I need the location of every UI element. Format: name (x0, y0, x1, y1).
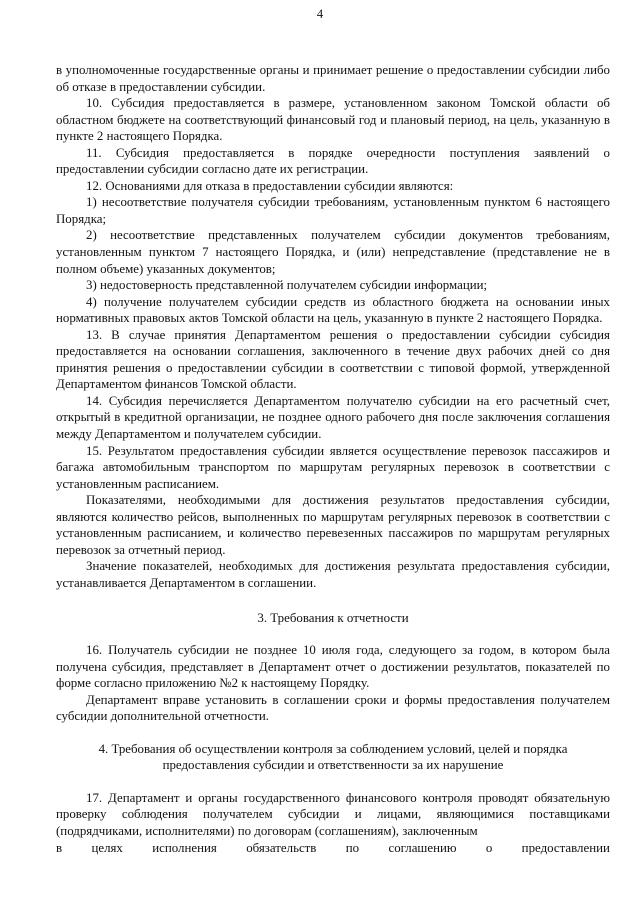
paragraph-17: 17. Департамент и органы государственного финансового контроля проводят обязательную проверку соблюдения получателем субсидии и лицами, являющимися поставщиками (подрядчиками, исполнителями) по договорам (соглашениям), заключенным (56, 790, 610, 838)
section-4-title-line-1: 4. Требования об осуществлении контроля за соблюдением условий, целей и порядка (98, 741, 568, 756)
paragraph-12: 12. Основаниями для отказа в предоставлении субсидии являются: (86, 178, 454, 193)
paragraph-12-item-4: 4) получение получателем субсидии средств из областного бюджета на основании иных нормативных правовых актов Томской области на цель, указанную в пункте 2 настоящего Порядка. (56, 294, 610, 326)
last-line-word: о (485, 840, 493, 855)
paragraph-continuation: в уполномоченные государственные органы и принимает решение о предоставлении субсидии либо об отказе в предоставлении субсидии. (56, 63, 610, 94)
paragraph-13: 13. В случае принятия Департаментом решения о предоставлении субсидии субсидия предоставляется на основании соглашения, заключенного в течение двух рабочих дней со дня принятия решения о предоставлении субсидии в соответствии с типовой формой, утвержденной Департаментом финансов Томской области. (56, 327, 610, 392)
last-line-word: обязательств (246, 840, 317, 855)
last-line-word: соглашению (388, 840, 457, 855)
paragraph-10: 10. Субсидия предоставляется в размере, установленном законом Томской области об областном бюджете на соответствующий финансовый год и плановый период, на цель, указанную в пункте 2 настоящего Порядка. (56, 96, 610, 144)
paragraph-indicator-values: Значение показателей, необходимых для достижения результата предоставления субсидии, устанавливается Департаментом в соглашении. (56, 559, 610, 590)
document-body (56, 62, 610, 856)
paragraph-11: 11. Субсидия предоставляется в порядке очередности поступления заявлений о предоставлении субсидии согласно дате их регистрации. (56, 145, 610, 177)
paragraph-17-last-line (56, 840, 610, 857)
paragraph-12-item-3: 3) недостоверность представленной получателем субсидии информации; (86, 278, 488, 293)
last-line-word: предоставлении (521, 840, 610, 855)
section-4-title (56, 741, 610, 774)
page-number: 4 (316, 7, 324, 21)
paragraph-additional-reporting: Департамент вправе установить в соглашении сроки и формы предоставления получателем субсидии дополнительной отчетности. (56, 692, 610, 724)
last-line-word: целях (91, 840, 123, 855)
last-line-word: в (56, 840, 63, 855)
paragraph-12-item-1: 1) несоответствие получателя субсидии требованиям, установленным пунктом 6 настоящего Порядка; (56, 195, 610, 226)
paragraph-14: 14. Субсидия перечисляется Департаментом получателю субсидии на его расчетный счет, открытый в кредитной организации, не позднее одного рабочего дня после заключения соглашения между Департаментом и получателем субсидии. (56, 393, 610, 442)
paragraph-indicators: Показателями, необходимыми для достижения результатов предоставления субсидии, являются количество рейсов, выполненных по маршрутам регулярных перевозок в соответствии с установленным расписанием, и количество перевезенных пассажиров по маршрутам регулярных перевозок за отчетный период. (56, 493, 610, 557)
last-line-word: по (345, 840, 360, 855)
paragraph-15: 15. Результатом предоставления субсидии является осуществление перевозок пассажиров и багажа автомобильным транспортом по маршрутам регулярных перевозок в соответствии с установленным расписанием. (56, 443, 610, 491)
section-4-title-line-2: предоставления субсидии и ответственности за их нарушение (162, 758, 504, 773)
last-line-word: исполнения (152, 840, 217, 855)
section-3-title: 3. Требования к отчетности (257, 610, 409, 625)
paragraph-12-item-2: 2) несоответствие представленных получателем субсидии документов требованиям, установленным пунктом 7 настоящего Порядка, и (или) непредставление (представление не в полном объеме) указанных документов; (56, 228, 610, 276)
paragraph-16: 16. Получатель субсидии не позднее 10 июля года, следующего за годом, в котором была получена субсидия, представляет в Департамент отчет о достижении результатов, показателей по форме согласно приложению №2 к настоящему Порядку. (56, 643, 610, 691)
